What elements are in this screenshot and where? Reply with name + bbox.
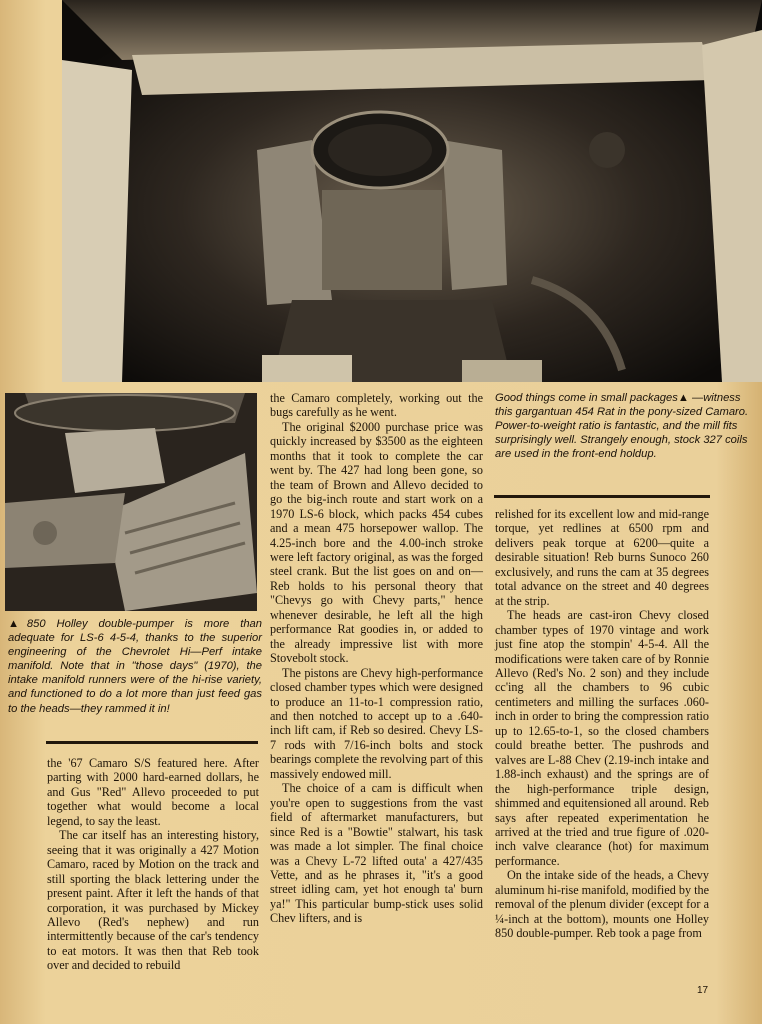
photo-caption-left: ▲850 Holley double-pumper is more than adequate for LS-6 4-5-4, thanks to the superior engineering of the Chevrolet Hi—Perf intake manifold. Note that in "those days" (1970), the intake manifold runners were of the hi-rise variety, and functioned to do a lot more than just feed gas to the heads—they rammed it in! [8,618,262,715]
article-column-2 [270,391,483,926]
paragraph: the Camaro completely, working out the bugs carefully as he went. [270,391,483,420]
paragraph: The car itself has an interesting history, seeing that it was originally a 427 Motion Camaro, raced by Motion on the track and still sporting the black lettering under the present paint. After it left the hands of that corporation, it was purchased by Mickey Allevo (Red's nephew) and run intermittently because of the car's tendency to eat motors. It was then that Reb took over and decided to rebuild [47,828,259,973]
paragraph: On the intake side of the heads, a Chevy aluminum hi-rise manifold, modified by the removal of the plenum divider (except for a ¼-inch at the bottom), mounts one Holley 850 double-pumper. Reb took a page from [495,868,709,941]
article-column-3 [495,507,709,941]
caption-rule-right [494,495,710,498]
intake-manifold-photo [5,393,257,611]
paragraph: relished for its excellent low and mid-range torque, yet redlines at 6500 rpm and delivers peak torque at 6200—quite a desirable situation! Reb burns Sunoco 260 exclusively, and runs the cam at 35 degrees total advance on the street and 40 degrees at the strip. [495,507,709,608]
paragraph: The original $2000 purchase price was quickly increased by $3500 as the eighteen months that it took to complete the car went by. The 427 had long been gone, so the team of Brown and Allevo decided to go the big-inch route and start work on a 1970 LS-6 block, which packs 454 cubes and a mean 475 horsepower wallop. The 4.25-inch bore and the 4.00-inch stroke were left factory original, as was the forged steel crank. But the list goes on and on—Reb holds to his personal theory that "Chevys go with Chevy parts," hence whenever desirable, he left all the high performance Rat goodies in, or added to the already impressive list with more Stovebolt stock. [270,419,483,666]
photo-caption-right: Good things come in small packages▲ —witness this gargantuan 454 Rat in the pony-sized Camaro. Power-to-weight ratio is fantastic, and the mill fits surprisingly well. Strangely enough, stock 327 coils are used in the front-end holdup. [495,392,749,461]
page-number: 17 [697,985,709,996]
paragraph: The heads are cast-iron Chevy closed chamber types of 1970 vintage and work just fine atop the stompin' 4-5-4. All the modifications were taken care of by Ronnie Allevo (Red's No. 2 son) and they include cc'ing all the chambers to 96 cubic centimeters and milling the surfaces .060-inch in order to bring the compression ratio up to 12.65-to-1, so the closed chambers could breathe better. The pushrods and valves are L-88 Chev (2.19-inch intake and 1.88-inch exhaust) and the springs are of the high-performance triple design, shimmed and equitensioned all around. Reb says after repeated experimentation he arrived at the tried and true figure of .020-inch valve clearance (hot) for maximum performance. [495,608,709,868]
engine-bay-photo [62,0,762,382]
paragraph: the '67 Camaro S/S featured here. After parting with 2000 hard-earned dollars, he and Gus "Red" Allevo proceeded to put together what would become a local legend, to say the least. [47,756,259,828]
caption-rule-left [46,741,258,744]
paragraph: The pistons are Chevy high-performance closed chamber types which were designed to produce an 11-to-1 compression ratio, and then notched to accept up to a .640-inch lift cam, if Reb so desired. Chevy LS-7 rods with 7/16-inch bolts and stock bearings complete the revolving part of this massively endowed mill. [270,665,483,781]
article-column-1 [47,756,259,973]
paragraph: The choice of a cam is difficult when you're open to suggestions from the vast field of aftermarket manufacturers, but since Red is a "Bowtie" stalwart, his task was made a lot simpler. The final choice was a Chevy L-72 lifted outa' a 427/435 Vette, and as he phrases it, "it's a good street idling cam, yet hot enough ta' burn ya!" This particular bump-stick uses solid Chev lifters, and is [270,781,483,926]
